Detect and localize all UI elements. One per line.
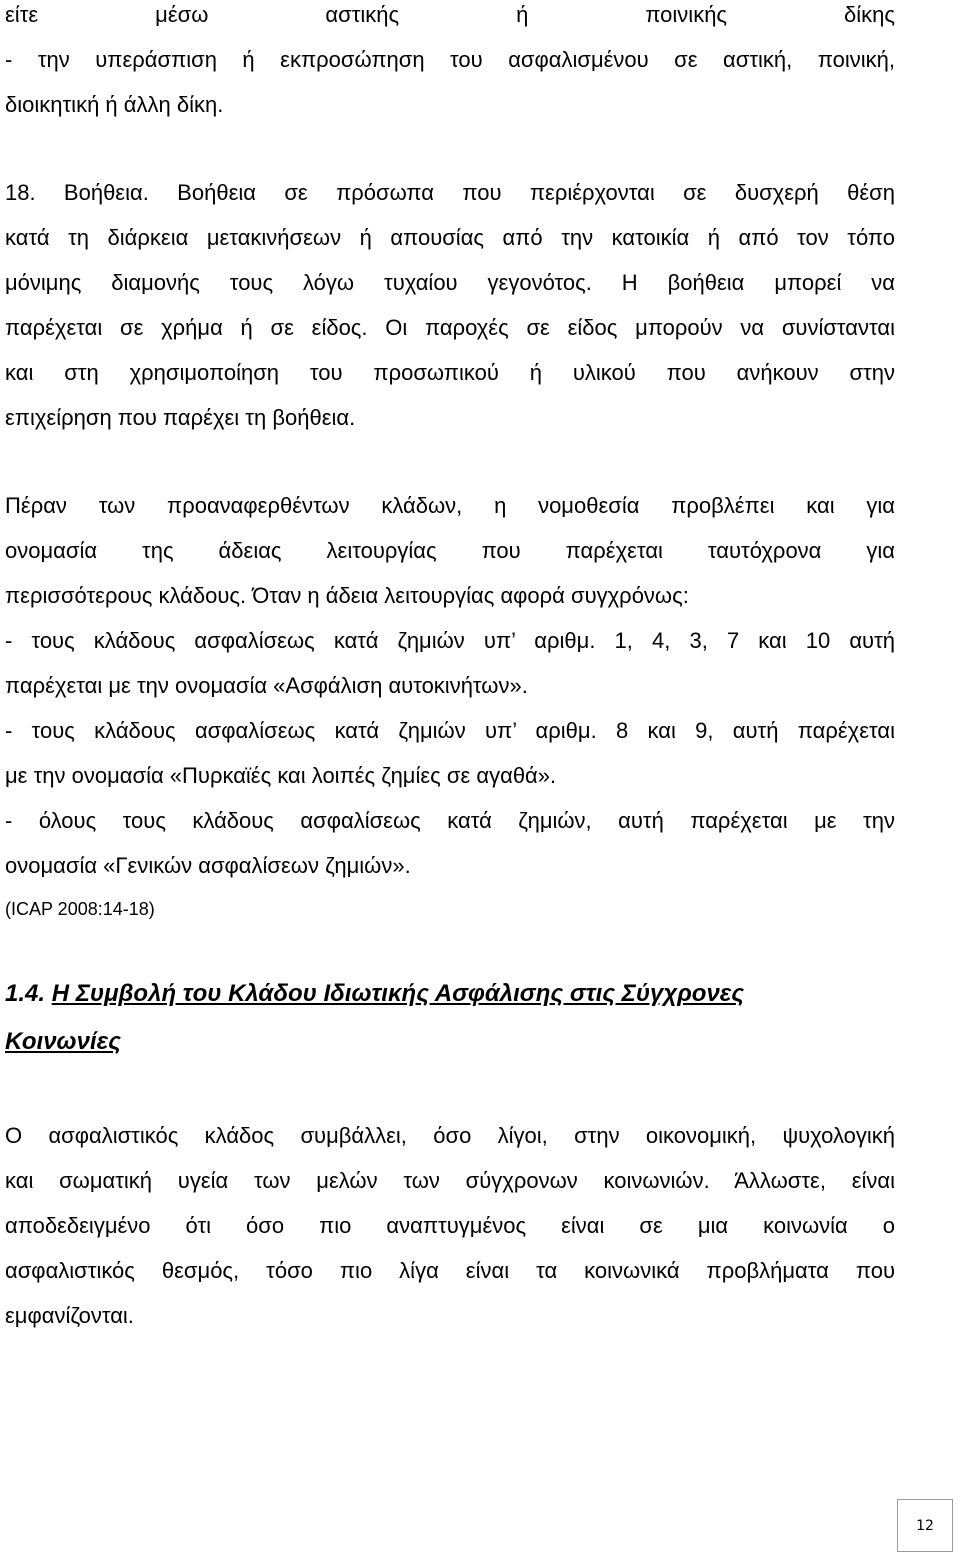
text-line: και στη χρησιμοποίηση του προσωπικού ή υλικού που ανήκουν στην — [5, 360, 895, 385]
text-line: παρέχεται με την ονομασία «Ασφάλιση αυτοκινήτων». — [5, 673, 528, 698]
section-gap — [5, 1066, 895, 1113]
text-line: εμφανίζονται. — [5, 1303, 134, 1328]
text-line: κατά τη διάρκεια μετακινήσεων ή απουσίας από την κατοικία ή από τον τόπο — [5, 225, 895, 250]
paragraph-gap — [5, 440, 895, 483]
text-line: με την ονομασία «Πυρκαϊές και λοιπές ζημίες σε αγαθά». — [5, 763, 557, 788]
section-gap — [5, 924, 895, 970]
paragraph-legal-protection — [5, 0, 895, 127]
text-line: και σωματική υγεία των μελών των σύγχρονων κοινωνιών. Άλλωστε, είναι — [5, 1168, 895, 1193]
text-line: μόνιμης διαμονής τους λόγω τυχαίου γεγονότος. Η βοήθεια μπορεί να — [5, 270, 895, 295]
page-number — [897, 1499, 953, 1552]
text-line: - τους κλάδους ασφαλίσεως κατά ζημιών υπ’ αριθμ. 8 και 9, αυτή παρέχεται — [5, 718, 895, 743]
section-title-line-1: Η Συμβολή του Κλάδου Ιδιωτικής Ασφάλισης στις Σύγχρονες — [51, 980, 745, 1007]
text-line: - όλους τους κλάδους ασφαλίσεως κατά ζημιών, αυτή παρέχεται με την — [5, 808, 895, 833]
text-line: επιχείρηση που παρέχει τη βοήθεια. — [5, 405, 356, 430]
paragraph-gap — [5, 127, 895, 170]
text-line: - τους κλάδους ασφαλίσεως κατά ζημιών υπ’ αριθμ. 1, 4, 3, 7 και 10 αυτή — [5, 628, 895, 653]
text-line: περισσότερους κλάδους. Όταν η άδεια λειτουργίας αφορά συγχρόνως: — [5, 583, 689, 608]
document-page — [5, 0, 895, 1338]
text-line: ασφαλιστικός θεσμός, τόσο πιο λίγα είναι τα κοινωνικά προβλήματα που — [5, 1258, 895, 1283]
text-line: Ο ασφαλιστικός κλάδος συμβάλλει, όσο λίγοι, στην οικονομική, ψυχολογική — [5, 1123, 895, 1148]
citation: (ICAP 2008:14-18) — [5, 899, 155, 919]
text-line: είτε μέσω αστικής ή ποινικής δίκης — [5, 2, 895, 27]
text-line: ονομασία της άδειας λειτουργίας που παρέχεται ταυτόχρονα για — [5, 538, 895, 563]
text-line: παρέχεται σε χρήμα ή σε είδος. Οι παροχές σε είδος μπορούν να συνίστανται — [5, 315, 895, 340]
text-line: ονομασία «Γενικών ασφαλίσεων ζημιών». — [5, 853, 411, 878]
section-title-line-2: Κοινωνίες — [5, 1028, 121, 1055]
text-line: αποδεδειγμένο ότι όσο πιο αναπτυγμένος είναι σε μια κοινωνία ο — [5, 1213, 895, 1238]
text-line: 18. Βοήθεια. Βοήθεια σε πρόσωπα που περιέρχονται σε δυσχερή θέση — [5, 180, 895, 205]
section-heading — [5, 970, 895, 1066]
section-number: 1.4. — [5, 980, 46, 1007]
paragraph-combined-licenses — [5, 483, 895, 888]
paragraph-contribution — [5, 1113, 895, 1338]
text-line: - την υπεράσπιση ή εκπροσώπηση του ασφαλισμένου σε αστική, ποινική, — [5, 47, 895, 72]
paragraph-assistance — [5, 170, 895, 440]
page-number-label: 12 — [916, 1517, 934, 1534]
text-line: Πέραν των προαναφερθέντων κλάδων, η νομοθεσία προβλέπει και για — [5, 493, 895, 518]
text-line: διοικητική ή άλλη δίκη. — [5, 92, 224, 117]
